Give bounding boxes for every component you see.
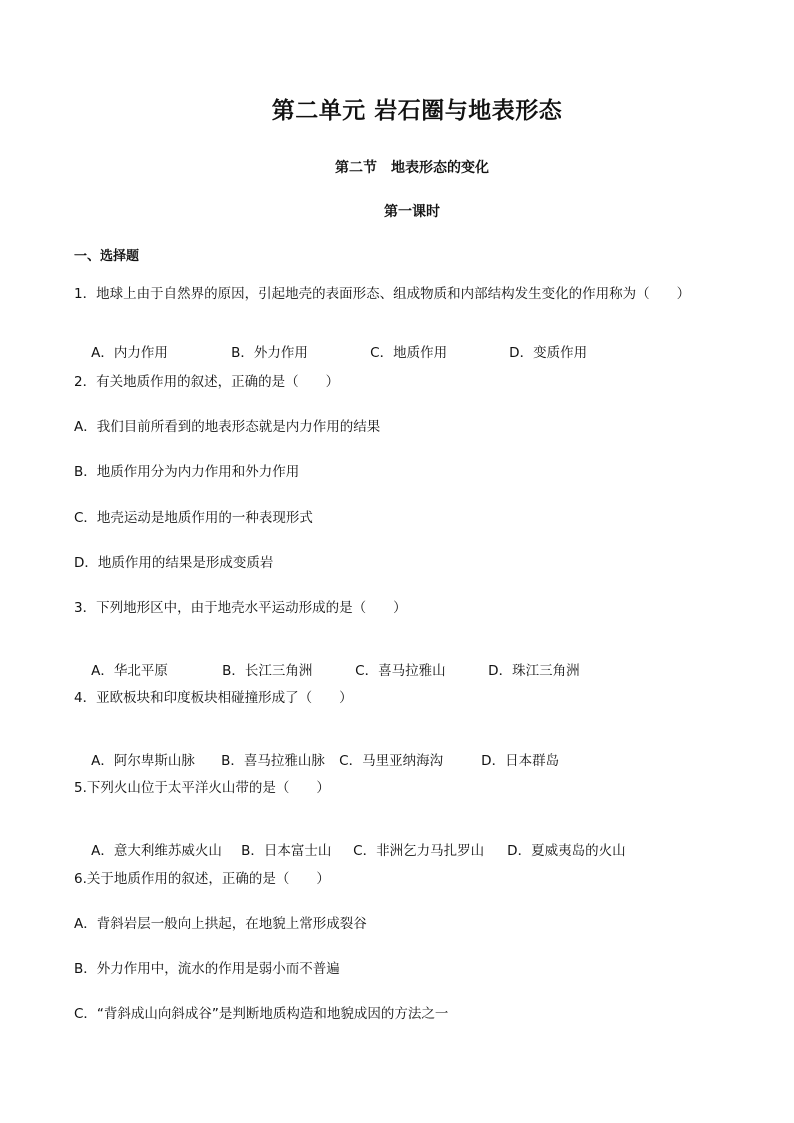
question-1-option-d: D．变质作用 [509, 345, 588, 361]
question-3-option-d: D．珠江三角洲 [488, 663, 580, 679]
question-2-stem: 2．有关地质作用的叙述，正确的是（ ） [74, 374, 340, 390]
question-3-stem: 3．下列地形区中，由于地壳水平运动形成的是（ ） [74, 600, 407, 616]
question-2-option-b: B．地质作用分为内力作用和外力作用 [74, 464, 300, 480]
question-4-option-a: A．阿尔卑斯山脉 [91, 753, 195, 769]
question-6-option-c: C．“背斜成山向斜成谷”是判断地质构造和地貌成因的方法之一 [74, 1006, 449, 1022]
question-3-option-a: A．华北平原 [91, 663, 168, 679]
lesson-label: 第一课时 [384, 204, 440, 220]
question-6-option-b: B．外力作用中，流水的作用是弱小而不普遍 [74, 961, 340, 977]
question-3-option-c: C．喜马拉雅山 [355, 663, 446, 679]
question-6-option-a: A．背斜岩层一般向上拱起，在地貌上常形成裂谷 [74, 916, 367, 932]
question-2-option-d: D．地质作用的结果是形成变质岩 [74, 555, 274, 571]
unit-title: 第二单元 岩石圈与地表形态 [271, 97, 563, 124]
question-1-option-b: B．外力作用 [231, 345, 308, 361]
question-4-stem: 4．亚欧板块和印度板块相碰撞形成了（ ） [74, 690, 353, 706]
question-4-option-c: C．马里亚纳海沟 [339, 753, 444, 769]
question-5-option-d: D．夏威夷岛的火山 [507, 843, 626, 859]
section-subtitle: 第二节 地表形态的变化 [335, 160, 489, 176]
question-5-stem: 5.下列火山位于太平洋火山带的是（ ） [74, 780, 330, 796]
question-5-option-a: A．意大利维苏威火山 [91, 843, 222, 859]
question-2-option-a: A．我们目前所看到的地表形态就是内力作用的结果 [74, 419, 381, 435]
question-4-option-b: B．喜马拉雅山脉 [221, 753, 325, 769]
question-5-option-c: C．非洲乞力马扎罗山 [353, 843, 485, 859]
question-4-option-d: D．日本群岛 [481, 753, 560, 769]
question-1-option-c: C．地质作用 [370, 345, 448, 361]
section-heading: 一、选择题 [74, 249, 140, 264]
question-1-option-a: A．内力作用 [91, 345, 168, 361]
question-2-option-c: C．地壳运动是地质作用的一种表现形式 [74, 510, 313, 526]
question-5-option-b: B．日本富士山 [241, 843, 332, 859]
question-3-option-b: B．长江三角洲 [222, 663, 313, 679]
question-6-stem: 6.关于地质作用的叙述，正确的是（ ） [74, 871, 330, 887]
question-1-stem: 1．地球上由于自然界的原因，引起地壳的表面形态、组成物质和内部结构发生变化的作用称为（ ） [74, 286, 691, 302]
question-1-options [74, 326, 587, 380]
